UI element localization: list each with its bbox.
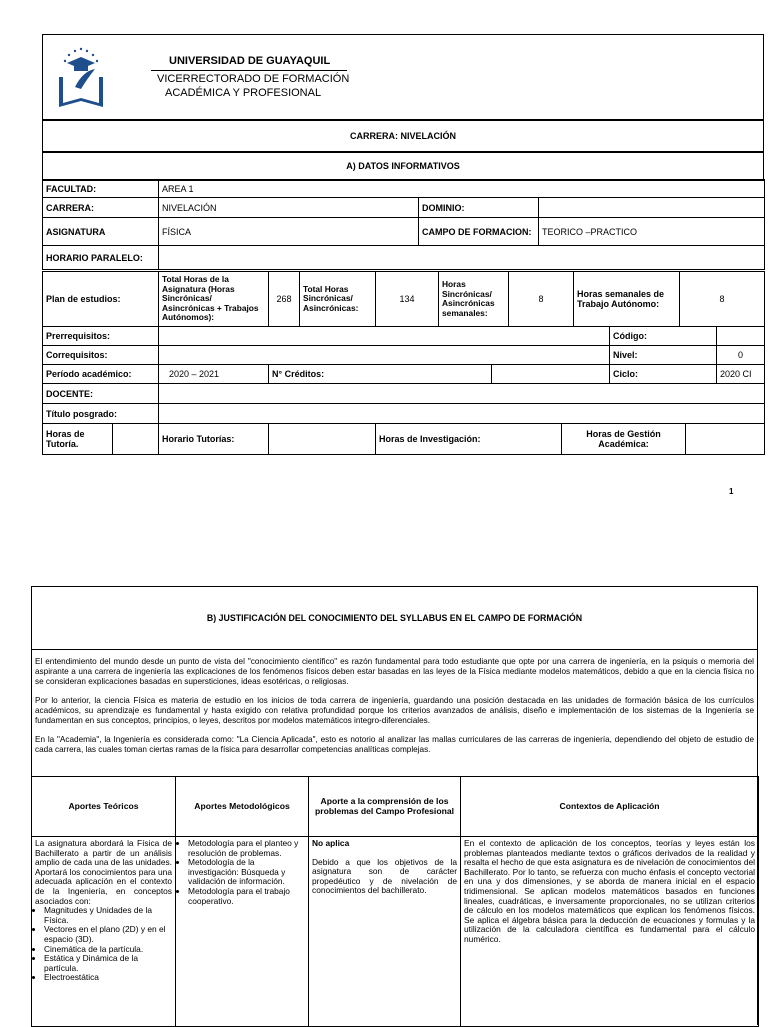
total-horas-label: Total Horas de la Asignatura (Horas Sincrónicas/ Asincrónicas + Trabajos Autónomos): xyxy=(159,272,269,327)
table-row xyxy=(43,218,765,246)
contributions-table xyxy=(31,776,759,1027)
facultad-label: FACULTAD: xyxy=(43,180,159,198)
prerrequisitos-value xyxy=(159,327,610,346)
aportes-metodologicos-list xyxy=(179,839,305,906)
info-table-plan xyxy=(42,271,765,327)
justification-paragraph-3: En la "Academia", la Ingeniería es considerada como: "La Ciencia Aplicada", esto es notorio al analizar las mallas curriculares de las carreras de ingeniería, dependiendo del objeto de estudio de cada carrera, las cuales toman ciertas ramas de la física para desarrollar competencias analíticas complejas. xyxy=(35,735,754,754)
docente-value xyxy=(159,384,765,404)
horario-tutorias-label: Horario Tutorías: xyxy=(159,424,269,455)
dominio-label: DOMINIO: xyxy=(419,198,539,218)
horas-tutoria-label: Horas de Tutoría. xyxy=(43,424,113,455)
docente-label: DOCENTE: xyxy=(43,384,159,404)
contextos-text: En el contexto de aplicación de los conceptos, teorías y leyes están los problemas planteados mediante textos o gráficos derivados de la realidad y resalta el hecho de que esta asignatura es de nivelación de conocimientos del Bachillerato. Por lo tanto, se refuerza con mucho énfasis el concepto vectorial en una y dos dimensiones, y se aborda de manera inicial en el espacio tridimensional. Se aplican modelos matemáticos basados en funciones lineales, cuadráticas, e inversamente proporcionales, no se utilizan criterios de cálculo en los modelos matemáticos que explican los fenómenos físicos. Se aplica el álgebra básica para la deducción de ecuaciones y formulas y la utilización de la calculadora científica es fundamental para el cálculo numérico. xyxy=(464,838,755,944)
horas-gestion-label: Horas de Gestión Académica: xyxy=(562,424,686,455)
horas-tutoria-value xyxy=(113,424,159,455)
list-item: • Metodología para el planteo y resolución de problemas. xyxy=(188,839,305,858)
aportes-teoricos-intro: La asignatura abordará la Física de Bachillerato a partir de un análisis amplio de cada una de las unidades. Aportará los conocimientos para una adecuada aplicación en el contexto de la Ingeniería, en conceptos asociados con: xyxy=(35,838,172,906)
info-table-top xyxy=(42,179,765,270)
ciclo-value: 2020 CI xyxy=(717,365,765,384)
header-rule xyxy=(151,70,347,71)
campo-label: CAMPO DE FORMACION: xyxy=(419,218,539,246)
prerrequisitos-label: Prerrequisitos: xyxy=(43,327,159,346)
aportes-metodologicos-cell xyxy=(176,837,309,1027)
asignatura-label: ASIGNATURA xyxy=(43,218,159,246)
periodo-label: Período académico: xyxy=(43,365,159,384)
table-row xyxy=(43,198,765,218)
horas-investigacion-label: Horas de Investigación: xyxy=(376,424,562,455)
correquisitos-label: Correquisitos: xyxy=(43,346,159,365)
horas-sem-value: 8 xyxy=(509,272,574,327)
table-row xyxy=(43,272,765,327)
facultad-value: AREA 1 xyxy=(159,180,765,198)
total-sinc-label: Total Horas Sincrónicas/ Asincrónicas: xyxy=(300,272,376,327)
justification-text xyxy=(35,657,754,764)
table-row xyxy=(43,346,765,365)
col-header-aporte-comprension: Aporte a la comprensión de los problemas del Campo Profesional xyxy=(309,777,461,837)
nivel-value: 0 xyxy=(717,346,765,365)
plan-label: Plan de estudios: xyxy=(43,272,159,327)
creditos-label: N° Créditos: xyxy=(269,365,492,384)
aportes-teoricos-cell xyxy=(32,837,176,1027)
info-table-bottom xyxy=(42,326,765,424)
aporte-comprension-cell xyxy=(309,837,461,1027)
periodo-value: 2020 – 2021 xyxy=(159,365,269,384)
nivel-label: Nivel: xyxy=(610,346,717,365)
table-row xyxy=(43,327,765,346)
aportes-teoricos-list xyxy=(35,906,172,983)
contextos-cell xyxy=(461,837,759,1027)
codigo-value xyxy=(717,327,765,346)
header-box xyxy=(42,34,764,121)
list-item: • Metodología de la investigación: Búsqueda y validación de información. xyxy=(188,858,305,887)
no-aplica-text: Debido a que los objetivos de la asignatura son de carácter propedéutico y de nivelación de conocimientos del bachillerato. xyxy=(312,856,457,896)
list-item: • Cinemática de la partícula. xyxy=(44,945,172,955)
col-header-aportes-metodologicos: Aportes Metodológicos xyxy=(176,777,309,837)
table-row xyxy=(43,384,765,404)
table-row xyxy=(43,180,765,198)
horas-aut-value: 8 xyxy=(680,272,765,327)
col-header-aportes-teoricos: Aportes Teóricos xyxy=(32,777,176,837)
horas-sem-label: Horas Sincrónicas/ Asincrónicas semanales: xyxy=(439,272,509,327)
total-sinc-value: 134 xyxy=(376,272,439,327)
campo-value: TEORICO –PRACTICO xyxy=(539,218,765,246)
university-name: UNIVERSIDAD DE GUAYAQUIL xyxy=(169,55,331,67)
titulo-label: Título posgrado: xyxy=(43,404,159,424)
horario-tutorias-value xyxy=(269,424,376,455)
correquisitos-value xyxy=(159,346,610,365)
total-horas-value: 268 xyxy=(269,272,300,327)
list-item: • Metodología para el trabajo cooperativo. xyxy=(188,887,305,906)
section-b-title: B) JUSTIFICACIÓN DEL CONOCIMIENTO DEL SYLLABUS EN EL CAMPO DE FORMACIÓN xyxy=(32,587,757,650)
list-item: • Estática y Dinámica de la partícula. xyxy=(44,954,172,973)
table-row xyxy=(32,777,759,837)
col-header-contextos: Contextos de Aplicación xyxy=(461,777,759,837)
section-a-title: A) DATOS INFORMATIVOS xyxy=(42,151,764,181)
horario-paralelo-value xyxy=(159,246,765,270)
vicerrectorado-line2: ACADÉMICA Y PROFESIONAL xyxy=(165,87,322,99)
horas-aut-label: Horas semanales de Trabajo Autónomo: xyxy=(574,272,680,327)
table-row xyxy=(32,837,759,1027)
justification-paragraph-1: El entendimiento del mundo desde un punto de vista del "conocimiento científico" es razón fundamental para todo estudiante que opte por una carrera de ingeniería, en la psiquis o memoria del aspirante a una carrera de ingeniería las explicaciones de los fenómenos físicos deben estar basadas en las leyes de la Física mediante modelos matemáticos, debido a que en la ciencia física no se consideran explicaciones basadas en supersticiones, ideas esotéricas, o religiosas. xyxy=(35,657,754,686)
dominio-value xyxy=(539,198,765,218)
creditos-value xyxy=(492,365,610,384)
justification-paragraph-2: Por lo anterior, la ciencia Física es materia de estudio en los inicios de toda carrera de ingeniería, guardando una posición destacada en las unidades de formación básica de los currículos académicos, su aprendizaje es fundamental y hasta exigido con relativa profundidad porque los criterios avanzados de análisis, diseño e implementación de los sistemas de la Ingeniería se fundamentan en sus conceptos, principios, o leyes, descritos por modelos matemáticos integro-diferenciales. xyxy=(35,696,754,725)
table-row xyxy=(43,404,765,424)
asignatura-value: FÍSICA xyxy=(159,218,419,246)
codigo-label: Código: xyxy=(610,327,717,346)
list-item: • Magnitudes y Unidades de la Física. xyxy=(44,906,172,925)
horario-paralelo-label: HORARIO PARALELO: xyxy=(43,246,159,270)
list-item: • Vectores en el plano (2D) y en el espacio (3D). xyxy=(44,925,172,944)
titulo-value xyxy=(159,404,765,424)
university-logo xyxy=(55,43,107,109)
carrera-value: NIVELACIÓN xyxy=(159,198,419,218)
ciclo-label: Ciclo: xyxy=(610,365,717,384)
table-row xyxy=(43,365,765,384)
table-row xyxy=(43,246,765,270)
vicerrectorado-line1: VICERRECTORADO DE FORMACIÓN xyxy=(157,73,350,85)
carrera-label: CARRERA: xyxy=(43,198,159,218)
no-aplica-label: No aplica xyxy=(312,838,350,848)
page-number: 1 xyxy=(729,487,734,496)
carrera-title: CARRERA: NIVELACIÓN xyxy=(42,119,764,153)
horas-gestion-value xyxy=(686,424,765,455)
info-table-hours xyxy=(42,423,765,455)
list-item: • Electroestática xyxy=(44,973,172,983)
table-row xyxy=(43,424,765,455)
